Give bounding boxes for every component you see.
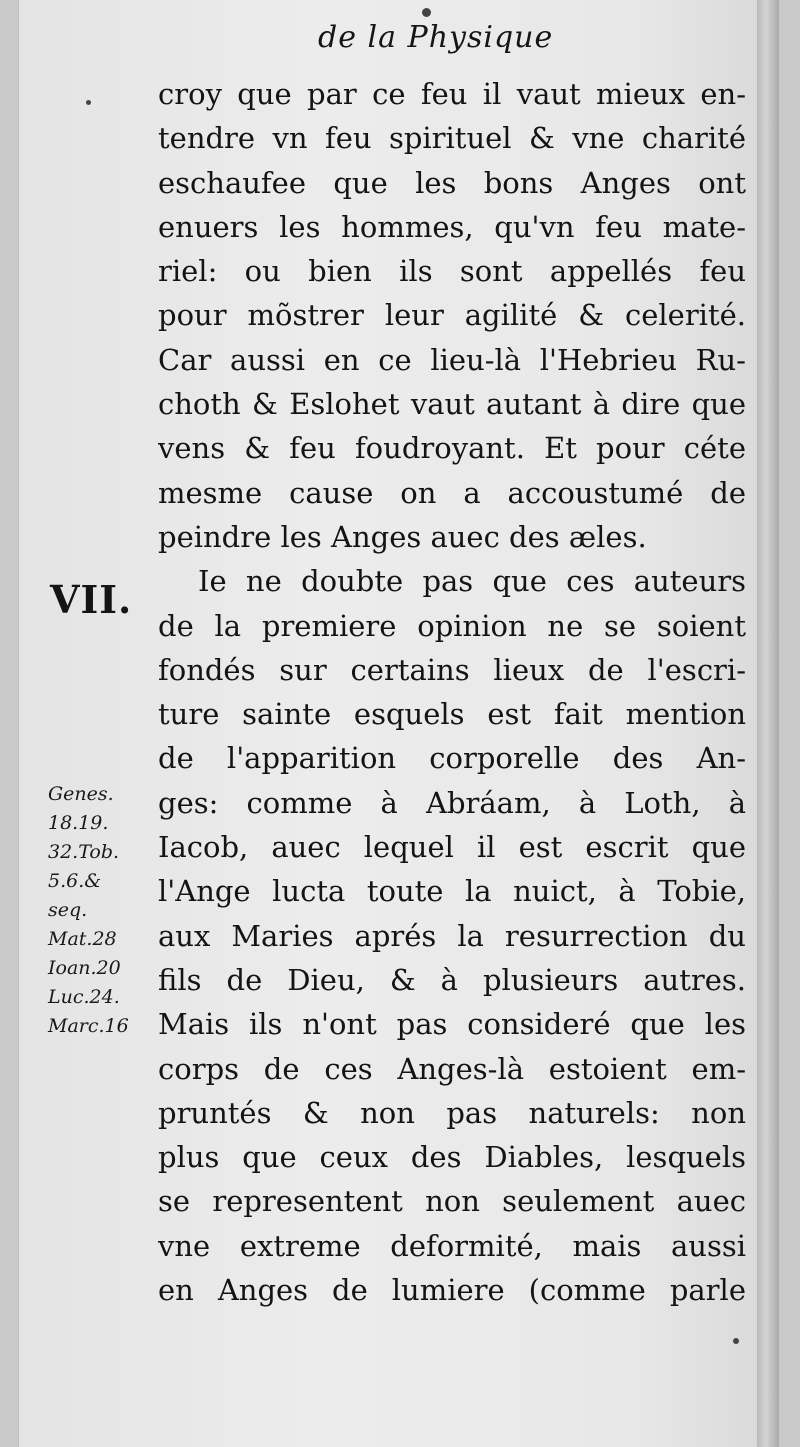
running-header: de la Physique xyxy=(318,20,554,55)
margin-note: 5.6.& xyxy=(48,870,102,892)
margin-note: 18.19. xyxy=(48,812,109,834)
margin-notes xyxy=(48,780,158,1041)
text-line: ture sainte esquels est fait mention xyxy=(158,697,746,732)
text-line: ges: comme à Abráam, à Loth, à xyxy=(158,785,746,820)
text-line: vens & feu foudroyant. Et pour céte xyxy=(158,431,746,466)
text-line: Car aussi en ce lieu-là l'Hebrieu Ru- xyxy=(158,342,746,377)
text-line: pour mõstrer leur agilité & celerité. xyxy=(158,298,746,333)
text-line: eschaufee que les bons Anges ont xyxy=(158,165,746,200)
body-text xyxy=(158,72,746,1312)
text-line: riel: ou bien ils sont appellés feu xyxy=(158,254,746,289)
text-line: Mais ils n'ont pas consideré que les xyxy=(158,1007,746,1042)
ink-speck xyxy=(422,8,431,17)
ink-speck xyxy=(86,100,91,105)
text-line: choth & Eslohet vaut autant à dire que xyxy=(158,387,746,422)
text-line: de la premiere opinion ne se soient xyxy=(158,608,746,643)
margin-note: Mat.28 xyxy=(48,928,117,950)
text-line: plus que ceux des Diables, lesquels xyxy=(158,1140,746,1175)
text-line: enuers les hommes, qu'vn feu mate- xyxy=(158,209,746,244)
page-edge-shadow xyxy=(757,0,779,1447)
margin-note: Ioan.20 xyxy=(48,957,121,979)
text-line: l'Ange lucta toute la nuict, à Tobie, xyxy=(158,874,746,909)
text-line: corps de ces Anges-là estoient em- xyxy=(158,1051,746,1086)
text-line: se representent non seulement auec xyxy=(158,1184,746,1219)
margin-note: 32.Tob. xyxy=(48,841,120,863)
text-line: fils de Dieu, & à plusieurs autres. xyxy=(158,962,746,997)
section-number: VII. xyxy=(50,577,133,622)
text-line: mesme cause on a accoustumé de xyxy=(158,475,746,510)
text-line: peindre les Anges auec des æles. xyxy=(158,519,647,554)
text-line: tendre vn feu spirituel & vne charité xyxy=(158,121,746,156)
text-line: Ie ne doubte pas que ces auteurs xyxy=(198,564,746,599)
margin-note: seq. xyxy=(48,899,88,921)
ink-speck xyxy=(733,1338,739,1344)
margin-note: Genes. xyxy=(48,783,114,805)
margin-note: Marc.16 xyxy=(48,1015,129,1037)
text-line: Iacob, auec lequel il est escrit que xyxy=(158,830,746,865)
text-line: en Anges de lumiere (comme parle xyxy=(158,1273,746,1308)
text-line: de l'apparition corporelle des An- xyxy=(158,741,746,776)
text-line: vne extreme deformité, mais aussi xyxy=(158,1228,746,1263)
margin-note: Luc.24. xyxy=(48,986,120,1008)
text-line: fondés sur certains lieux de l'escri- xyxy=(158,652,746,687)
text-line: aux Maries aprés la resurrection du xyxy=(158,918,746,953)
text-line: croy que par ce feu il vaut mieux en- xyxy=(158,77,746,111)
text-line: pruntés & non pas naturels: non xyxy=(158,1095,746,1130)
